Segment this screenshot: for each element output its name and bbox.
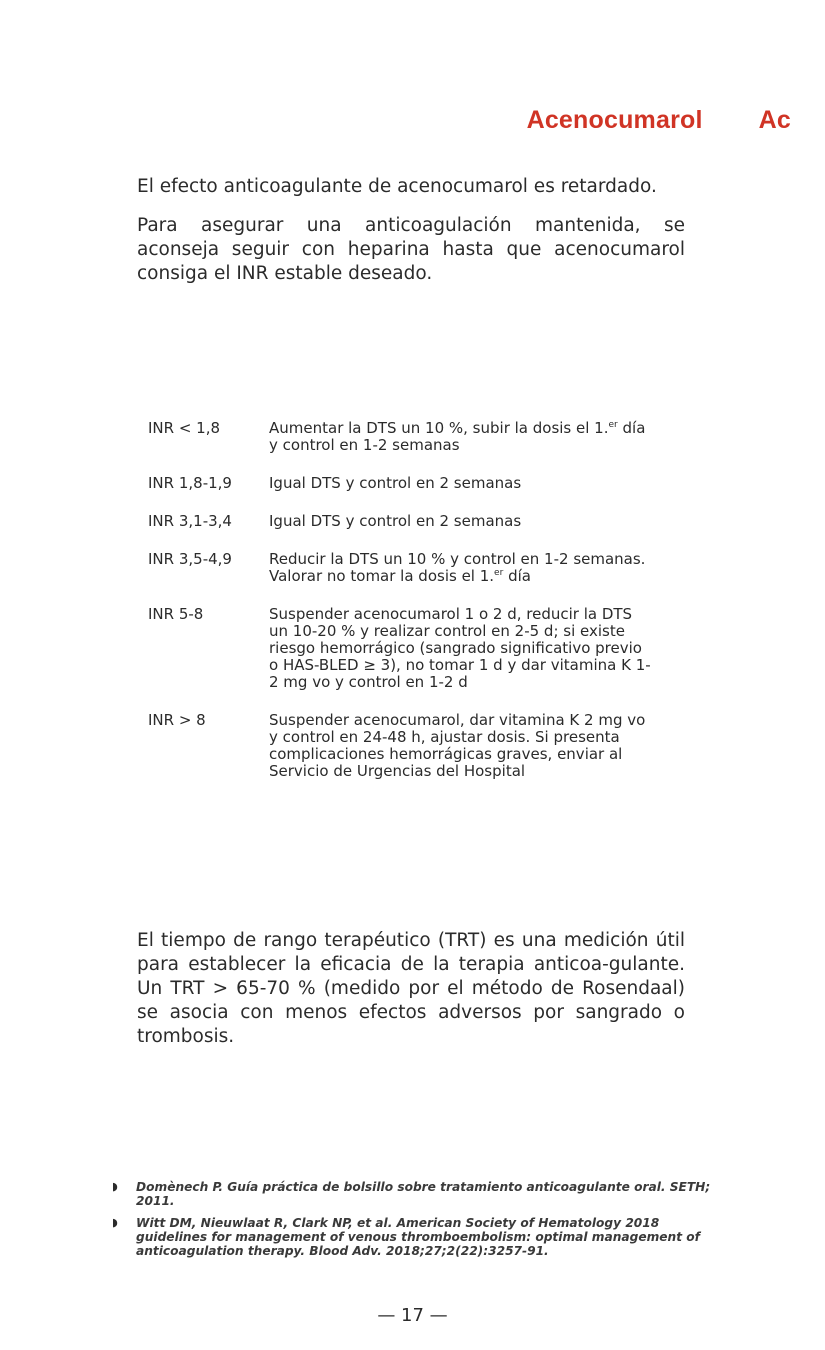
inr-row [148,551,668,585]
bullet-icon: ◗ [112,1180,118,1193]
intro-paragraph-2: Para asegurar una anticoagulación mantenida, se aconseja seguir con heparina hasta que acenocumarol consiga el INR estable deseado. [137,215,685,284]
reference-text: Domènech P. Guía práctica de bolsillo sobre tratamiento anticoagulante oral. SETH; 2011. [136,1180,711,1208]
intro-section [137,175,685,301]
references-list [112,1180,712,1266]
trt-paragraph: El tiempo de rango terapéutico (TRT) es una medición útil para establecer la eficacia de la terapia anticoa-gulante. Un TRT > 65-70 % (medido por el método de Rosendaal) se asocia con menos efectos adversos por sangrado o trombosis. [137,930,685,1047]
inr-action-text: Aumentar la DTS un 10 %, subir la dosis el 1.$^{er}$ día y control en 1-2 semanas [269,419,646,454]
inr-row [148,712,668,780]
inr-row [148,606,668,691]
inr-range-label: INR > 8 [148,711,206,729]
reference-item [112,1216,712,1258]
intro-paragraph-1: El efecto anticoagulante de acenocumarol es retardado. [137,176,657,197]
inr-range-label: INR < 1,8 [148,419,221,437]
inr-action-text: Suspender acenocumarol, dar vitamina K 2 mg vo y control en 24-48 h, ajustar dosis. Si presenta complicaciones hemorrágicas graves, enviar al Servicio de Urgencias del Hospital [269,711,646,780]
inr-range-label: INR 1,8-1,9 [148,474,232,492]
inr-row [148,420,668,454]
inr-action-text: Reducir la DTS un 10 % y control en 1-2 semanas. Valorar no tomar la dosis el 1.$^{er}$ día [269,550,646,585]
inr-action-text: Suspender acenocumarol 1 o 2 d, reducir la DTS un 10-20 % y realizar control en 2-5 d; si existe riesgo hemorrágico (sangrado significativo previo o HAS-BLED ≥ 3), no tomar 1 d y dar vitamina K 1-2 mg vo y control en 1-2 d [269,605,651,691]
inr-range-label: INR 5-8 [148,605,204,623]
bullet-icon: ◗ [112,1216,118,1229]
inr-range-label: INR 3,5-4,9 [148,550,232,568]
inr-row [148,513,668,530]
reference-item [112,1180,712,1208]
inr-action-text: Igual DTS y control en 2 semanas [269,512,522,530]
page-number: — 17 — [377,1305,448,1326]
page-header [527,106,791,135]
header-title: Acenocumarol [526,106,703,134]
header-abbreviation: Ac [758,106,791,134]
inr-row [148,475,668,492]
reference-text: Witt DM, Nieuwlaat R, Clark NP, et al. American Society of Hematology 2018 guidelines for management of venous thromboembolism: optimal management of anticoagulation therapy. Blood Adv. 2018;27;2(22):3257-91. [136,1216,700,1258]
inr-range-label: INR 3,1-3,4 [148,512,232,530]
inr-action-text: Igual DTS y control en 2 semanas [269,474,522,492]
inr-table [148,420,668,801]
